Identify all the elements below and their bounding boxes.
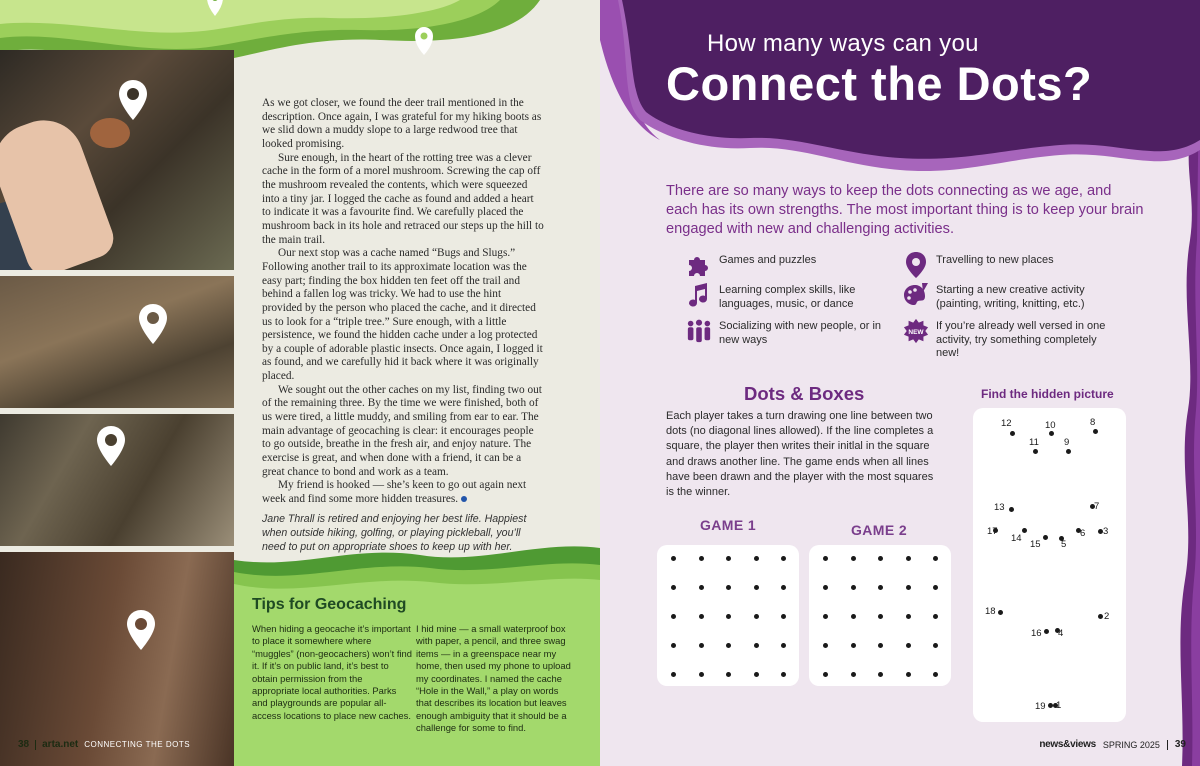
grid-dot[interactable]	[851, 556, 856, 561]
map-pin-icon	[903, 252, 929, 278]
hidden-picture-number: 13	[994, 502, 1005, 513]
hidden-picture-number: 7	[1094, 501, 1100, 512]
grid-dot[interactable]	[823, 614, 828, 619]
hidden-picture-dot[interactable]	[1010, 431, 1015, 436]
activity-games	[686, 252, 886, 278]
activity-creative	[903, 282, 1123, 311]
hidden-picture-dot[interactable]	[1009, 507, 1014, 512]
grid-dot[interactable]	[754, 556, 759, 561]
grid-dot[interactable]	[754, 643, 759, 648]
grid-dot[interactable]	[699, 585, 704, 590]
photo-forest-floor	[0, 276, 234, 408]
hidden-picture-dot[interactable]	[1022, 528, 1027, 533]
page-number: 39	[1174, 739, 1186, 750]
photo-tree-hollow	[0, 552, 234, 766]
grid-dot[interactable]	[878, 672, 883, 677]
header-title: Connect the Dots?	[666, 57, 1093, 110]
map-pin-icon	[96, 426, 126, 466]
grid-dot[interactable]	[906, 672, 911, 677]
game2-dot-grid[interactable]	[809, 545, 951, 686]
grid-dot[interactable]	[754, 672, 759, 677]
activity-socializing	[686, 318, 896, 347]
grid-dot[interactable]	[933, 643, 938, 648]
left-footer	[18, 739, 190, 750]
footer-issue: SPRING 2025	[1102, 739, 1160, 750]
footer-divider	[1167, 740, 1168, 750]
footer-site: arta.net	[42, 739, 79, 750]
footer-divider	[35, 740, 36, 750]
hidden-picture-number: 5	[1061, 539, 1067, 550]
grid-dot[interactable]	[933, 672, 938, 677]
grid-dot[interactable]	[699, 643, 704, 648]
grid-dot[interactable]	[781, 585, 786, 590]
hidden-picture-dot[interactable]	[1033, 449, 1038, 454]
hidden-picture-number: 2	[1104, 611, 1110, 622]
puzzle-icon	[686, 252, 712, 278]
map-pin-icon	[138, 304, 168, 344]
right-footer	[1039, 739, 1186, 750]
hidden-picture-number: 16	[1031, 628, 1042, 639]
header-subtitle: How many ways can you	[707, 30, 979, 57]
tips-title: Tips for Geocaching	[252, 596, 407, 613]
grid-dot[interactable]	[906, 643, 911, 648]
activity-skills	[686, 282, 896, 311]
activity-text: If you’re already well versed in one activity, try something completely new!	[936, 320, 1106, 360]
grid-dot[interactable]	[781, 556, 786, 561]
grid-dot[interactable]	[823, 556, 828, 561]
game1-label: GAME 1	[700, 517, 757, 533]
grid-dot[interactable]	[781, 672, 786, 677]
hidden-picture-number: 12	[1001, 418, 1012, 429]
hidden-picture-number: 6	[1080, 528, 1086, 539]
article-paragraph-text: My friend is hooked — she’s keen to go out again next week and find some more hidden treasures.	[262, 479, 527, 506]
grid-dot[interactable]	[671, 643, 676, 648]
hidden-picture-number: 10	[1045, 420, 1056, 431]
grid-dot[interactable]	[699, 672, 704, 677]
grid-dot[interactable]	[823, 672, 828, 677]
palette-icon	[903, 282, 929, 308]
article-paragraph: We sought out the other caches on my list, finding two out of the remaining three. By the time we were finished, both of us were tired, a little muddy, and smiling from ear to ear. The main advantage of geocaching is clear: it encourages people to go outside, breathe in the fresh air, and enjoy nature. The exercise is great, and when done with a friend, it can be a great chance to bond and work as a team.	[262, 383, 542, 478]
grid-dot[interactable]	[699, 614, 704, 619]
hidden-picture-number: 9	[1064, 437, 1070, 448]
hidden-picture-number: 14	[1011, 533, 1022, 544]
dots-boxes-instructions: Each player takes a turn drawing one line between two dots (no diagonal lines allowed). If the line completes a square, the player then writes their initlal in the square and draws another line. The game ends when all lines have been drawn and the player with the most squares is the winner.	[666, 410, 934, 499]
grid-dot[interactable]	[781, 614, 786, 619]
grid-dot[interactable]	[754, 585, 759, 590]
hidden-picture-dot[interactable]	[1044, 629, 1049, 634]
hidden-picture-dot[interactable]	[1049, 431, 1054, 436]
game1-dot-grid[interactable]	[657, 545, 799, 686]
grid-dot[interactable]	[906, 585, 911, 590]
grid-dot[interactable]	[726, 614, 731, 619]
right-page	[600, 0, 1200, 766]
hidden-picture-number: 3	[1103, 526, 1109, 537]
grid-dot[interactable]	[851, 643, 856, 648]
map-pin-icon	[126, 610, 156, 650]
grid-dot[interactable]	[671, 672, 676, 677]
activity-text: Learning complex skills, like languages, music, or dance	[719, 284, 856, 310]
map-pin-icon	[415, 27, 433, 55]
article-paragraph: Our next stop was a cache named “Bugs and Slugs.” Following another trail to its approximate location was the easy part; finding the box hidden ten feet off the trail and behind a fallen log was tricky. We had to use the hint provided by the person who placed the cache, and it directed us to look for a “triple tree.” Sure enough, with a little persistence, we found the hidden cache under a log protected by a couple of adorable plastic insects. Once again, I logged it as found, and we carefully hid it back where it was originally placed.	[262, 247, 543, 383]
people-icon	[686, 318, 712, 344]
game2-label: GAME 2	[851, 522, 908, 538]
hidden-picture-dot[interactable]	[1093, 429, 1098, 434]
dots-boxes-title: Dots & Boxes	[744, 383, 865, 404]
intro-text: There are so many ways to keep the dots connecting as we age, and each has its own strengths. The most important thing is to keep your brain engaged with new and challenging activities.	[666, 183, 1144, 237]
photo-hand-mushroom	[0, 50, 234, 270]
grid-dot[interactable]	[878, 585, 883, 590]
footer-brand: news&views	[1039, 739, 1096, 750]
grid-dot[interactable]	[671, 556, 676, 561]
hidden-picture-dot[interactable]	[1098, 614, 1103, 619]
footer-section: CONNECTING THE DOTS	[84, 740, 191, 749]
hidden-picture-number: 8	[1090, 417, 1096, 428]
photo-brush-cache	[0, 414, 234, 546]
grid-dot[interactable]	[933, 614, 938, 619]
music-note-icon	[686, 282, 712, 308]
article-paragraph: Sure enough, in the heart of the rotting tree was a clever cache in the form of a morel mushroom. Screwing the cap off the mushroom revealed the contents, which were squeezed into a tiny jar. I logged the cache as found and added a heart to indicate it was a favourite find. We carefully placed the mushroom back in its hole and retraced our steps up the hill to the main trail.	[262, 151, 544, 246]
grid-dot[interactable]	[671, 614, 676, 619]
tips-column-1: When hiding a geocache it’s important to place it somewhere where “muggles” (non-geocachers) won’t find it. If it’s on public land, it’s best to obtain permission from the appropriate local authorities. Parks and playgrounds are popular all-access locations to place new caches.	[252, 623, 412, 721]
hidden-picture-number: 15	[1030, 539, 1041, 550]
article-paragraph: As we got closer, we found the deer trail mentioned in the description. Once again, I was grateful for my hiking boots as we slid down a muddy slope to a large redwood tree that looked promising.	[262, 97, 542, 150]
grid-dot[interactable]	[933, 585, 938, 590]
activity-text: Travelling to new places	[936, 254, 1054, 266]
new-badge-text: NEW	[908, 328, 924, 336]
grid-dot[interactable]	[933, 556, 938, 561]
hidden-picture-card[interactable]	[973, 408, 1126, 722]
hidden-picture-number: 18	[985, 606, 996, 617]
new-badge-icon	[903, 318, 929, 344]
activity-new	[903, 318, 1113, 361]
author-bio: Jane Thrall is retired and enjoying her best life. Happiest when outside hiking, golfing, or playing pickleball, you’ll need to put on appropriate shoes to keep up with her.	[262, 513, 527, 553]
hidden-picture-dot[interactable]	[998, 610, 1003, 615]
hidden-picture-dot[interactable]	[1043, 535, 1048, 540]
grid-dot[interactable]	[726, 643, 731, 648]
grid-dot[interactable]	[726, 672, 731, 677]
article-body	[262, 97, 544, 507]
grid-dot[interactable]	[878, 614, 883, 619]
hidden-picture-number: 4	[1058, 628, 1064, 639]
hidden-picture-number: 19	[1035, 701, 1046, 712]
activity-text: Starting a new creative activity (painting, writing, knitting, etc.)	[936, 284, 1085, 310]
tips-column-2: I hid mine — a small waterproof box with paper, a pencil, and three swag items — in a greenspace near my home, then used my phone to upload my coordinates. I named the cache “Hole in the Wall,” a play on words that describes its location but leaves enough ambiguity that it should be a challenge for some to find.	[416, 623, 571, 734]
hidden-picture-number: 11	[1029, 437, 1039, 448]
hidden-picture-title: Find the hidden picture	[981, 387, 1114, 401]
hidden-picture-number: 1	[1056, 700, 1062, 711]
grid-dot[interactable]	[851, 585, 856, 590]
grid-dot[interactable]	[726, 556, 731, 561]
grid-dot[interactable]	[754, 614, 759, 619]
activity-travel	[903, 252, 1103, 278]
grid-dot[interactable]	[906, 556, 911, 561]
grid-dot[interactable]	[671, 585, 676, 590]
grid-dot[interactable]	[823, 585, 828, 590]
grid-dot[interactable]	[906, 614, 911, 619]
grid-dot[interactable]	[823, 643, 828, 648]
hidden-picture-number: 17	[987, 526, 998, 537]
hidden-picture-dot[interactable]	[1048, 703, 1053, 708]
grid-dot[interactable]	[699, 556, 704, 561]
map-pin-icon	[118, 80, 148, 120]
grid-dot[interactable]	[878, 643, 883, 648]
grid-dot[interactable]	[851, 672, 856, 677]
end-mark-icon	[461, 496, 467, 502]
grid-dot[interactable]	[851, 614, 856, 619]
grid-dot[interactable]	[878, 556, 883, 561]
activity-text: Games and puzzles	[719, 254, 817, 266]
hidden-picture-dot[interactable]	[1066, 449, 1071, 454]
activity-text: Socializing with new people, or in new ways	[719, 320, 882, 346]
article-paragraph-last	[262, 479, 544, 506]
grid-dot[interactable]	[781, 643, 786, 648]
page-number: 38	[18, 739, 30, 750]
grid-dot[interactable]	[726, 585, 731, 590]
